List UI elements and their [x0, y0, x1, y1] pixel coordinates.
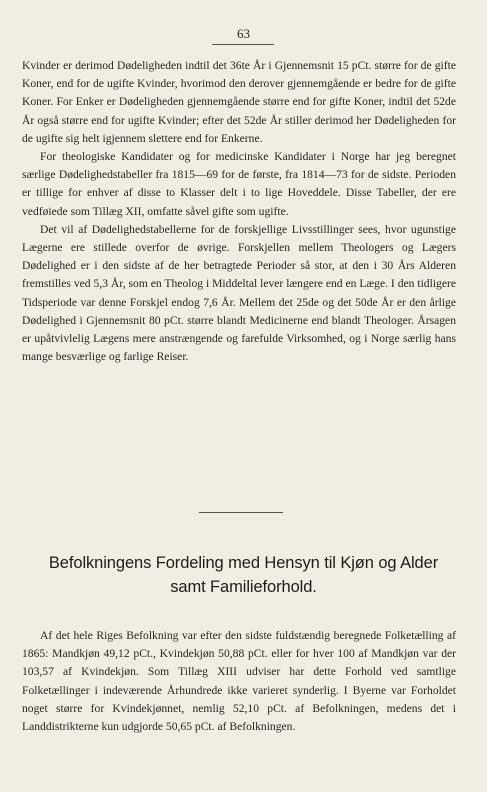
section-heading	[20, 551, 467, 599]
paragraph-continuation: Kvinder er derimod Dødeligheden indtil det 36te År i Gjennemsnit 15 pCt. større for de gifte Koner, end for de ugifte Kvinder, hvorimod den derover gjennemgående er bedre for de gifte Koner. For Enker er Dødeligheden gjennemgående større end for gifte Koner, indtil det 52de År også større end for ugifte Kvinder; efter det 52de År stiller derimod her Dødeligheden for de ugifte sig helt igjennem slettere end for Enkerne.	[22, 59, 456, 145]
page-number: 63	[237, 26, 250, 41]
section-heading-line-1: Befolkningens Fordeling med Hensyn til Kjøn og Alder	[48, 554, 439, 572]
body-text-bottom	[22, 627, 456, 736]
paragraph-kandidater: For theologiske Kandidater og for medicinske Kandidater i Norge har jeg beregnet særlige Dødelighedstabeller fra 1815—69 for de første, fra 1814—73 for de sidste. Perioden er tillige for enhver af disse to Klasser delt i to lige Hoveddele. Disse Tabeller, der ere vedføiede som Tillæg XII, omfatte såvel gifte som ugifte.	[22, 150, 456, 218]
body-text-top	[22, 57, 456, 366]
header-rule	[212, 44, 274, 45]
section-heading-line-2: samt Familieforhold.	[170, 578, 317, 596]
section-divider	[199, 512, 283, 513]
paragraph-befolkning: Af det hele Riges Befolkning var efter den sidste fuldstændig beregnede Folketælling af 1865: Mandkjøn 49,12 pCt., Kvindekjøn 50,88 pCt. eller for hver 100 af Mandkjøn var der 103,57 af Kvindekjøn. Som Tillæg XIII udviser har dette Forhold ved samtlige Folketællinger i indeværende Århundrede ikke varieret synderlig. I Byerne var Forholdet noget større for Kvindekjønnet, nemlig 52,10 pCt. af Befolkningen, medens det i Landdistrikterne kun udgjorde 50,65 pCt. af Befolkningen.	[22, 629, 456, 734]
paragraph-livsstillinger: Det vil af Dødelighedstabellerne for de forskjellige Livsstillinger sees, hvor ugunstige Lægerne ere stillede overfor de øvrige. Forskjellen mellem Theologers og Lægers Dødelighed er i den sidste af de her betragtede Perioder så stor, at den i 30 Års Alderen fremstilles ved 5,3 År, som en Theolog i Middeltal lever længere end en Læge. I den tidligere Tidsperiode var denne Forskjel endog 7,6 År. Mellem det 25de og det 50de År er den årlige Dødelighed i Gjennemsnit 80 pCt. større blandt Medicinerne end blandt Theologer. Årsagen er upåtvivlelig Lægens mere anstrængende og farefulde Virksomhed, og i Norge særlig hans mange besværlige og farlige Reiser.	[22, 222, 456, 364]
